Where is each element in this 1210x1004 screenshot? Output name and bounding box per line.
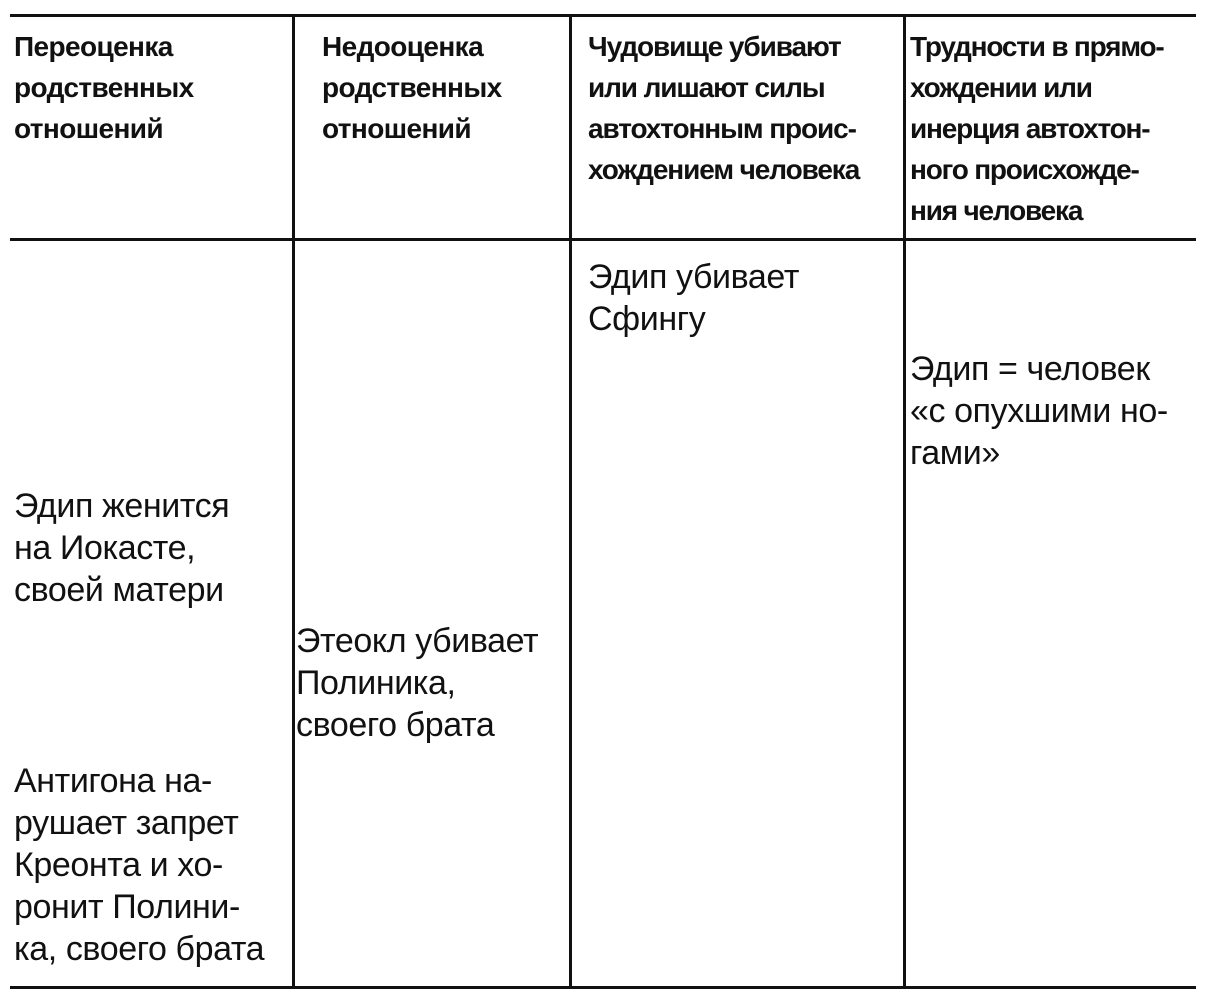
cell-line: Креонта и хо- [14, 846, 223, 884]
cell-line: ронит Полини- [14, 888, 240, 926]
cell-line: своей матери [14, 571, 224, 609]
header-line: инерция автохтон- [910, 113, 1150, 144]
cell-line: гами» [910, 434, 1000, 472]
header-line: ного происхожде- [910, 154, 1139, 185]
table-header-rule [10, 238, 1196, 241]
header-line: Недооценка [322, 31, 484, 62]
cell-line: ка, своего брата [14, 930, 265, 968]
cell-oedipus-kills-sphinx [588, 256, 898, 340]
header-overvaluing-kinship [14, 26, 289, 149]
cell-line: рушает запрет [14, 804, 239, 842]
cell-line: своего брата [296, 706, 495, 744]
cell-line: Сфингу [588, 300, 706, 338]
header-walking-difficulty [910, 26, 1195, 231]
table-top-rule [10, 14, 1196, 17]
header-line: отношений [322, 113, 471, 144]
header-line: автохтонным проис- [588, 113, 856, 144]
header-line: хождении или [910, 72, 1092, 103]
header-line: родственных [14, 72, 194, 103]
cell-line: Эдип = человек [910, 350, 1150, 388]
header-line: хождением человека [588, 154, 860, 185]
header-line: Трудности в прямо- [910, 31, 1164, 62]
column-divider-2 [569, 16, 572, 988]
cell-eteocles-kills [296, 620, 566, 746]
cell-line: Эдип женится [14, 487, 230, 525]
cell-line: Полиника, [296, 664, 456, 702]
header-line: ния человека [910, 195, 1083, 226]
header-line: отношений [14, 113, 163, 144]
cell-line: Этеокл убивает [296, 622, 539, 660]
cell-antigone-buries [14, 760, 289, 970]
cell-line: Эдип убивает [588, 258, 799, 296]
header-line: Переоценка [14, 31, 173, 62]
cell-oedipus-swollen-feet [910, 348, 1195, 474]
column-divider-3 [903, 16, 906, 988]
cell-line: «с опухшими но- [910, 392, 1168, 430]
cell-line: Антигона на- [14, 762, 212, 800]
cell-oedipus-marries [14, 485, 289, 611]
header-line: Чудовище убивают [588, 31, 841, 62]
table-bottom-rule [10, 986, 1196, 989]
header-monster-killed [588, 26, 900, 190]
header-undervaluing-kinship [322, 26, 567, 149]
header-line: родственных [322, 72, 502, 103]
cell-line: на Иокасте, [14, 529, 196, 567]
column-divider-1 [292, 16, 295, 988]
header-line: или лишают силы [588, 72, 825, 103]
